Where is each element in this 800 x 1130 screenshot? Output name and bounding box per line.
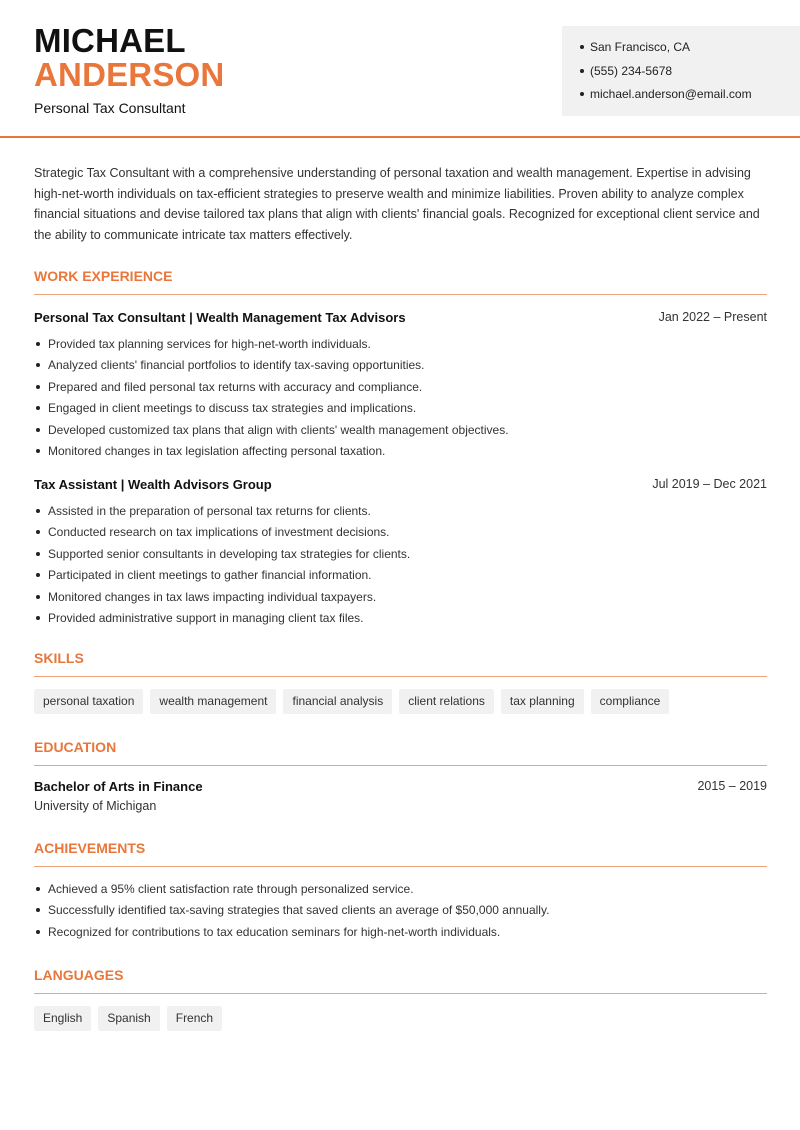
bullet-text: Conducted research on tax implications of investment decisions. bbox=[48, 525, 390, 540]
contact-phone bbox=[580, 63, 800, 87]
candidate-name bbox=[34, 24, 224, 92]
degree-title: Bachelor of Arts in Finance bbox=[34, 779, 203, 794]
section-title-education: EDUCATION bbox=[34, 739, 767, 766]
phone-text: (555) 234-5678 bbox=[590, 63, 673, 78]
language-chip: French bbox=[167, 1006, 222, 1031]
bullet-icon bbox=[36, 428, 40, 432]
school-name: University of Michigan bbox=[34, 799, 157, 813]
bullet-text: Supported senior consultants in developing tax strategies for clients. bbox=[48, 546, 411, 561]
bullet-text: Monitored changes in tax legislation affecting personal taxation. bbox=[48, 443, 386, 458]
job-title-1: Personal Tax Consultant | Wealth Management Tax Advisors bbox=[34, 310, 406, 325]
first-name: MICHAEL bbox=[34, 22, 186, 59]
resume-header bbox=[0, 0, 800, 138]
skill-chip: personal taxation bbox=[34, 689, 143, 714]
bullet-text: Assisted in the preparation of personal tax returns for clients. bbox=[48, 504, 371, 518]
list-item bbox=[34, 400, 770, 421]
list-item bbox=[34, 546, 770, 567]
contact-box bbox=[562, 26, 800, 116]
bullet-text: Monitored changes in tax laws impacting individual taxpayers. bbox=[48, 589, 377, 604]
job-title-2: Tax Assistant | Wealth Advisors Group bbox=[34, 477, 272, 492]
bullet-icon bbox=[36, 385, 40, 389]
job-bullets-2 bbox=[34, 503, 770, 631]
job-bullets-1 bbox=[34, 336, 770, 464]
bullet-icon bbox=[36, 449, 40, 453]
bullet-icon bbox=[580, 69, 584, 73]
bullet-icon bbox=[36, 342, 40, 346]
bullet-icon bbox=[36, 406, 40, 410]
achievements-list bbox=[34, 881, 770, 945]
skills-list bbox=[34, 689, 669, 714]
bullet-text: Provided tax planning services for high-net-worth individuals. bbox=[48, 337, 371, 351]
bullet-icon bbox=[580, 92, 584, 96]
list-item bbox=[34, 902, 770, 923]
bullet-icon bbox=[36, 930, 40, 934]
bullet-icon bbox=[36, 908, 40, 912]
list-item bbox=[34, 924, 770, 945]
list-item bbox=[34, 422, 770, 443]
list-item bbox=[34, 589, 770, 610]
bullet-icon bbox=[36, 616, 40, 620]
location-text: San Francisco, CA bbox=[590, 40, 691, 54]
skill-chip: client relations bbox=[399, 689, 494, 714]
bullet-text: Successfully identified tax-saving strategies that saved clients an average of $50,000 annually. bbox=[48, 903, 550, 918]
last-name: ANDERSON bbox=[34, 56, 225, 93]
list-item bbox=[34, 881, 770, 902]
bullet-text: Achieved a 95% client satisfaction rate through personalized service. bbox=[48, 882, 414, 896]
job-date-1: Jan 2022 – Present bbox=[658, 310, 767, 324]
list-item bbox=[34, 610, 770, 631]
bullet-icon bbox=[36, 363, 40, 367]
section-title-achievements: ACHIEVEMENTS bbox=[34, 840, 767, 867]
professional-summary: Strategic Tax Consultant with a comprehensive understanding of personal taxation and wealth management. Expertise in advising high-net-worth individuals on tax-efficient strategies to preserve wealth and minimize liabilities. Proven ability to analyze complex financial situations and devise tailored tax plans that align with clients' financial goals. Recognized for exceptional client service and the ability to communicate intricate tax matters effectively. bbox=[34, 166, 760, 242]
education-date: 2015 – 2019 bbox=[697, 779, 767, 793]
bullet-text: Engaged in client meetings to discuss tax strategies and implications. bbox=[48, 401, 417, 416]
job-date-2: Jul 2019 – Dec 2021 bbox=[652, 477, 767, 491]
list-item bbox=[34, 379, 770, 400]
language-chip: English bbox=[34, 1006, 91, 1031]
contact-location bbox=[580, 39, 800, 63]
languages-list bbox=[34, 1006, 222, 1031]
bullet-text: Developed customized tax plans that align with clients' wealth management objectives. bbox=[48, 422, 509, 437]
bullet-text: Participated in client meetings to gather financial information. bbox=[48, 568, 372, 583]
contact-email bbox=[580, 86, 800, 110]
bullet-text: Provided administrative support in managing client tax files. bbox=[48, 610, 364, 625]
section-title-work-experience: WORK EXPERIENCE bbox=[34, 268, 767, 295]
bullet-icon bbox=[36, 887, 40, 891]
skill-chip: tax planning bbox=[501, 689, 584, 714]
bullet-icon bbox=[36, 530, 40, 534]
bullet-icon bbox=[36, 595, 40, 599]
bullet-text: Analyzed clients' financial portfolios to identify tax-saving opportunities. bbox=[48, 358, 425, 373]
skill-chip: compliance bbox=[591, 689, 670, 714]
bullet-icon bbox=[580, 45, 584, 49]
skill-chip: financial analysis bbox=[283, 689, 392, 714]
bullet-icon bbox=[36, 552, 40, 556]
bullet-icon bbox=[36, 573, 40, 577]
list-item bbox=[34, 524, 770, 545]
section-title-skills: SKILLS bbox=[34, 650, 767, 677]
skill-chip: wealth management bbox=[150, 689, 276, 714]
language-chip: Spanish bbox=[98, 1006, 159, 1031]
list-item bbox=[34, 443, 770, 464]
bullet-text: Prepared and filed personal tax returns with accuracy and compliance. bbox=[48, 379, 423, 394]
email-text: michael.anderson@email.com bbox=[590, 87, 752, 101]
bullet-text: Recognized for contributions to tax education seminars for high-net-worth individuals. bbox=[48, 924, 501, 939]
job-role: Personal Tax Consultant bbox=[34, 100, 186, 116]
bullet-icon bbox=[36, 509, 40, 513]
list-item bbox=[34, 336, 770, 357]
section-title-languages: LANGUAGES bbox=[34, 967, 767, 994]
list-item bbox=[34, 357, 770, 378]
list-item bbox=[34, 567, 770, 588]
list-item bbox=[34, 503, 770, 524]
